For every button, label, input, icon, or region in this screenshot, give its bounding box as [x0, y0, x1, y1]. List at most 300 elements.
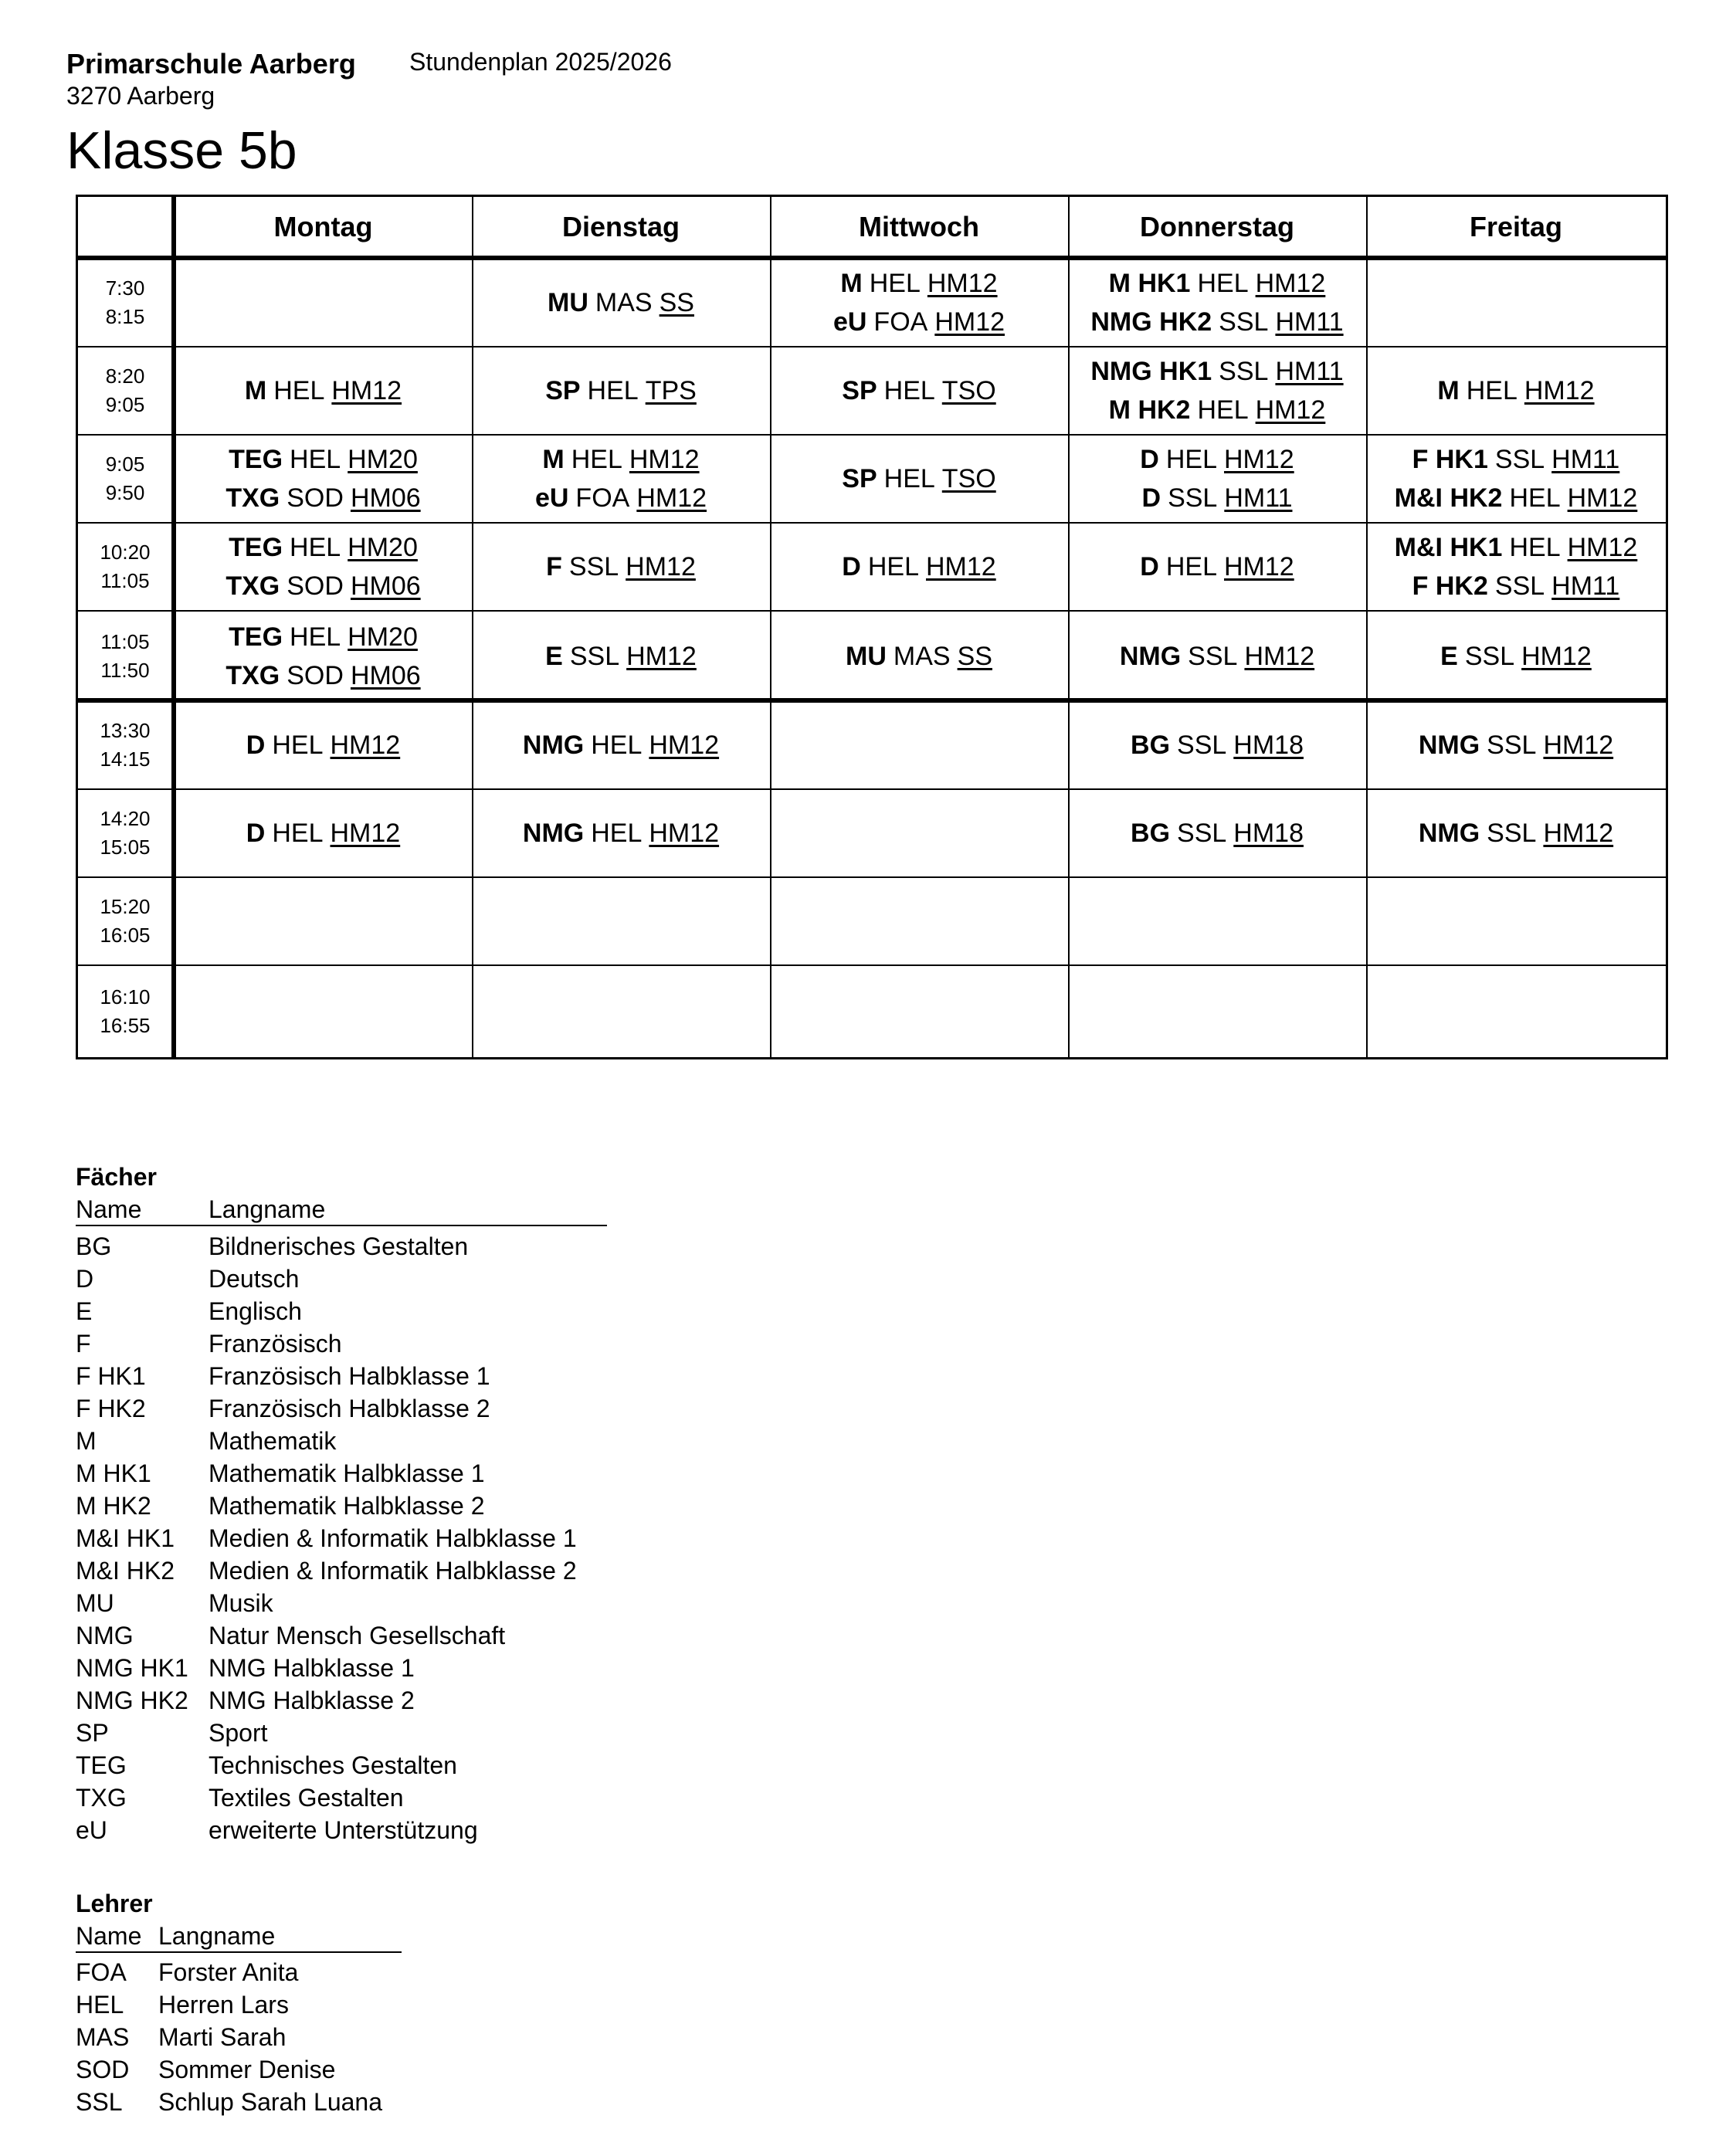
lesson-room: SS	[659, 288, 694, 317]
subjects-legend-col-longname: Langname	[209, 1195, 326, 1223]
legend-row	[76, 2088, 693, 2120]
lesson-cell	[1068, 259, 1366, 347]
lesson-room: HM11	[1224, 483, 1293, 513]
legend-longname: Medien & Informatik Halbklasse 2	[209, 1557, 577, 1585]
lesson-entry	[246, 814, 400, 853]
lesson-cell	[1068, 611, 1366, 701]
lesson-subject: D	[1140, 445, 1159, 474]
lesson-cell	[1068, 965, 1366, 1057]
lesson-room: HM12	[1521, 641, 1592, 671]
lesson-subject: M	[542, 445, 565, 474]
lesson-cell	[770, 965, 1068, 1057]
lesson-teacher: HEL	[867, 552, 919, 581]
time-end: 11:50	[100, 658, 150, 682]
grid-hline	[78, 522, 1666, 524]
legend-longname: Schlup Sarah Luana	[158, 2088, 382, 2116]
legend-name: SOD	[76, 2056, 130, 2083]
lesson-room: HM12	[649, 819, 720, 848]
lesson-teacher: HEL	[883, 464, 935, 493]
lesson-cell	[770, 347, 1068, 435]
grid-vline	[1366, 197, 1368, 1057]
legend-longname: Englisch	[209, 1297, 302, 1325]
lesson-teacher: HEL	[883, 376, 935, 405]
legend-name: NMG	[76, 1622, 134, 1649]
lesson-subject: eU	[832, 307, 867, 337]
lesson-cell	[1366, 877, 1666, 965]
time-end: 14:15	[100, 747, 151, 771]
time-slot	[78, 611, 172, 701]
lesson-room: TPS	[645, 376, 697, 405]
lesson-subject: NMG	[1418, 731, 1480, 760]
time-slot	[78, 347, 172, 435]
lesson-entry	[1412, 567, 1620, 605]
legend-longname: Textiles Gestalten	[209, 1784, 404, 1812]
lesson-room: HM12	[1567, 483, 1638, 513]
lesson-room: HM12	[1224, 445, 1294, 474]
legend-row	[76, 1719, 693, 1751]
legend-name: M&I HK2	[76, 1557, 175, 1585]
lesson-entry	[546, 547, 696, 586]
lesson-entry	[229, 528, 418, 567]
lesson-room: TSO	[941, 376, 996, 405]
time-start: 7:30	[105, 276, 145, 300]
lesson-teacher: HEL	[587, 376, 639, 405]
legend-longname: Bildnerisches Gestalten	[209, 1232, 469, 1260]
legend-name: BG	[76, 1232, 112, 1260]
legend-name: SP	[76, 1719, 109, 1747]
lesson-teacher: FOA	[575, 483, 630, 513]
lesson-subject: NMG HK1	[1090, 357, 1212, 386]
lesson-room: HM12	[1524, 376, 1595, 405]
lesson-room: HM12	[1543, 731, 1614, 760]
lesson-subject: D	[246, 731, 266, 760]
lesson-entry	[1109, 391, 1326, 429]
lesson-teacher: HEL	[1165, 552, 1217, 581]
time-end: 9:50	[105, 481, 145, 504]
lesson-cell	[472, 965, 770, 1057]
legend-longname: Forster Anita	[158, 1958, 299, 1986]
grid-hline	[78, 788, 1666, 790]
lesson-teacher: HEL	[591, 819, 643, 848]
lesson-entry	[245, 371, 402, 410]
lesson-room: TSO	[941, 464, 996, 493]
lesson-room: HM20	[348, 445, 418, 474]
lesson-entry	[842, 371, 995, 410]
legend-longname: Deutsch	[209, 1265, 300, 1293]
lesson-room: HM20	[348, 622, 418, 652]
legend-row	[76, 1362, 693, 1395]
legend-row	[76, 1427, 693, 1459]
legend-longname: Mathematik	[209, 1427, 337, 1455]
time-start: 13:30	[100, 719, 151, 742]
lesson-subject: TXG	[225, 660, 280, 690]
legend-name: eU	[76, 1816, 107, 1844]
lesson-room: HM20	[348, 533, 418, 562]
teachers-legend-title: Lehrer	[76, 1890, 153, 1917]
legend-name: SSL	[76, 2088, 123, 2116]
lesson-cell	[1366, 701, 1666, 789]
day-header: Montag	[273, 211, 373, 242]
legend-row	[76, 1232, 693, 1265]
lesson-subject: MU	[548, 288, 588, 317]
lesson-subject: TXG	[225, 571, 280, 601]
lesson-entry	[523, 726, 719, 764]
lesson-room: HM12	[331, 376, 402, 405]
lesson-teacher: SSL	[568, 552, 619, 581]
legend-row	[76, 1958, 693, 1991]
lesson-cell	[1366, 611, 1666, 701]
legend-row	[76, 2023, 693, 2056]
lesson-cell	[472, 611, 770, 701]
lesson-teacher: HEL	[272, 819, 324, 848]
lesson-cell	[770, 877, 1068, 965]
lesson-subject: F HK1	[1412, 445, 1488, 474]
legend-row	[76, 1784, 693, 1816]
lesson-entry	[1109, 264, 1326, 303]
lesson-teacher: SOD	[287, 483, 344, 513]
grid-vline	[770, 197, 771, 1057]
teachers-legend-col-longname: Langname	[158, 1922, 276, 1950]
lesson-cell	[1366, 965, 1666, 1057]
lesson-subject: eU	[534, 483, 569, 513]
lesson-entry	[1419, 726, 1613, 764]
time-start: 16:10	[100, 985, 151, 1009]
lesson-cell	[472, 259, 770, 347]
legend-longname: Herren Lars	[158, 1991, 289, 2019]
lesson-teacher: SSL	[1494, 571, 1545, 601]
legend-longname: erweiterte Unterstützung	[209, 1816, 478, 1844]
legend-row	[76, 1751, 693, 1784]
legend-longname: Sport	[209, 1719, 268, 1747]
lesson-cell	[1068, 523, 1366, 611]
school-address: 3270 Aarberg	[66, 82, 215, 110]
lesson-teacher: SSL	[1177, 731, 1227, 760]
lesson-cell	[1366, 347, 1666, 435]
lesson-entry	[535, 479, 707, 517]
lesson-entry	[246, 726, 400, 764]
time-start: 15:20	[100, 895, 151, 918]
legend-name: TXG	[76, 1784, 127, 1812]
lesson-entry	[545, 371, 697, 410]
lesson-teacher: SSL	[1219, 307, 1269, 337]
time-end: 9:05	[105, 393, 145, 416]
lesson-subject: BG	[1131, 731, 1171, 760]
legend-longname: Französisch Halbklasse 2	[209, 1395, 490, 1422]
legend-row	[76, 1816, 693, 1849]
lesson-subject: NMG	[522, 731, 585, 760]
time-slot	[78, 877, 172, 965]
lesson-cell	[1366, 523, 1666, 611]
lesson-cell	[472, 347, 770, 435]
lesson-entry	[548, 283, 694, 322]
lesson-teacher: SOD	[287, 660, 344, 690]
lesson-entry	[1131, 726, 1304, 764]
lesson-teacher: MAS	[893, 641, 951, 671]
legend-row	[76, 1492, 693, 1524]
lesson-teacher: SSL	[1168, 483, 1218, 513]
day-header: Freitag	[1469, 211, 1563, 242]
lesson-subject: TEG	[229, 533, 283, 562]
legend-name: NMG HK2	[76, 1686, 188, 1714]
grid-hline	[78, 346, 1666, 347]
lesson-entry	[842, 547, 995, 586]
lesson-subject: BG	[1131, 819, 1171, 848]
lesson-entry	[1142, 479, 1293, 517]
time-slot	[78, 789, 172, 877]
lesson-room: HM12	[1255, 395, 1326, 425]
lesson-subject: F	[546, 552, 562, 581]
lesson-subject: D	[246, 819, 266, 848]
day-header: Mittwoch	[859, 211, 979, 242]
legend-name: E	[76, 1297, 93, 1325]
subjects-legend-col-name: Name	[76, 1195, 142, 1223]
lesson-cell	[175, 259, 472, 347]
lesson-subject: TEG	[229, 622, 283, 652]
legend-name: F HK1	[76, 1362, 146, 1390]
lesson-subject: M	[840, 269, 863, 298]
lesson-teacher: HEL	[273, 376, 325, 405]
lesson-entry	[225, 656, 420, 695]
lesson-subject: D	[842, 552, 861, 581]
lesson-entry	[225, 479, 420, 517]
lesson-teacher: HEL	[272, 731, 324, 760]
lesson-room: HM12	[1567, 533, 1638, 562]
lesson-cell	[1068, 347, 1366, 435]
lesson-subject: NMG	[1119, 641, 1182, 671]
day-header: Dienstag	[561, 211, 680, 242]
lesson-teacher: HEL	[1509, 483, 1561, 513]
lesson-room: HM18	[1233, 731, 1304, 760]
legend-longname: Musik	[209, 1589, 273, 1617]
lesson-entry	[1440, 637, 1592, 676]
legend-longname: Französisch Halbklasse 1	[209, 1362, 490, 1390]
lesson-room: HM11	[1551, 571, 1620, 601]
lesson-subject: D	[1140, 552, 1159, 581]
lesson-cell	[1068, 877, 1366, 965]
lesson-room: HM06	[350, 483, 421, 513]
lesson-entry	[833, 303, 1005, 341]
lesson-room: HM12	[649, 731, 720, 760]
legend-name: TEG	[76, 1751, 127, 1779]
lesson-subject: NMG	[522, 819, 585, 848]
school-name: Primarschule Aarberg	[66, 48, 356, 80]
lesson-room: HM12	[1543, 819, 1614, 848]
legend-longname: Marti Sarah	[158, 2023, 287, 2051]
lesson-teacher: HEL	[591, 731, 643, 760]
legend-row	[76, 1265, 693, 1297]
lesson-teacher: SSL	[1487, 819, 1537, 848]
plan-title: Stundenplan 2025/2026	[409, 48, 672, 76]
lesson-cell	[770, 789, 1068, 877]
legend-name: MAS	[76, 2023, 130, 2051]
time-start: 9:05	[105, 453, 145, 476]
lesson-room: HM12	[1224, 552, 1294, 581]
time-slot	[78, 435, 172, 523]
lesson-entry	[542, 440, 699, 479]
lesson-teacher: HEL	[290, 445, 341, 474]
legend-row	[76, 1991, 693, 2023]
lesson-entry	[225, 567, 420, 605]
lesson-entry	[545, 637, 697, 676]
lesson-room: HM11	[1275, 307, 1344, 337]
lesson-entry	[523, 814, 719, 853]
lesson-subject: E	[545, 641, 563, 671]
lesson-subject: MU	[846, 641, 887, 671]
grid-vline	[171, 197, 176, 1057]
teachers-legend-header	[76, 1922, 402, 1953]
legend-row	[76, 1330, 693, 1362]
lesson-room: HM12	[926, 552, 996, 581]
lesson-subject: NMG HK2	[1090, 307, 1212, 337]
legend-row	[76, 2056, 693, 2088]
lesson-cell	[770, 701, 1068, 789]
lesson-room: HM11	[1275, 357, 1344, 386]
lesson-teacher: HEL	[1509, 533, 1561, 562]
lesson-room: HM12	[330, 819, 401, 848]
lesson-entry	[1395, 528, 1638, 567]
time-end: 8:15	[105, 305, 145, 328]
lesson-subject: M	[244, 376, 267, 405]
legend-name: MU	[76, 1589, 114, 1617]
time-slot	[78, 523, 172, 611]
day-header: Donnerstag	[1139, 211, 1295, 242]
time-slot	[78, 965, 172, 1057]
grid-vline	[1068, 197, 1070, 1057]
legend-row	[76, 1524, 693, 1557]
legend-longname: NMG Halbklasse 2	[209, 1686, 415, 1714]
legend-longname: Französisch	[209, 1330, 342, 1358]
grid-hline	[78, 698, 1666, 703]
lesson-room: SS	[957, 641, 992, 671]
lesson-entry	[229, 618, 418, 656]
lesson-entry	[840, 264, 997, 303]
lesson-teacher: HEL	[869, 269, 921, 298]
lesson-cell	[770, 435, 1068, 523]
lesson-subject: TEG	[229, 445, 283, 474]
lesson-cell	[770, 259, 1068, 347]
grid-hline	[78, 876, 1666, 878]
time-slot	[78, 259, 172, 347]
lesson-teacher: SOD	[287, 571, 344, 601]
lesson-entry	[1131, 814, 1304, 853]
lesson-teacher: SSL	[1177, 819, 1227, 848]
lesson-cell	[1366, 435, 1666, 523]
legend-longname: Mathematik Halbklasse 2	[209, 1492, 485, 1520]
lesson-cell	[1068, 435, 1366, 523]
time-start: 8:20	[105, 364, 145, 388]
lesson-cell	[1068, 789, 1366, 877]
lesson-subject: D	[1141, 483, 1161, 513]
time-start: 10:20	[100, 541, 151, 564]
legend-row	[76, 1459, 693, 1492]
legend-name: M	[76, 1427, 97, 1455]
lesson-room: HM12	[1244, 641, 1315, 671]
lesson-cell	[472, 789, 770, 877]
time-start: 11:05	[100, 629, 150, 653]
lesson-room: HM12	[934, 307, 1005, 337]
lesson-subject: SP	[545, 376, 581, 405]
lesson-cell	[1068, 701, 1366, 789]
lesson-cell	[472, 523, 770, 611]
teachers-legend-col-name: Name	[76, 1922, 142, 1950]
legend-longname: Sommer Denise	[158, 2056, 336, 2083]
lesson-subject: F HK2	[1412, 571, 1488, 601]
lesson-subject: M HK1	[1108, 269, 1191, 298]
time-end: 11:05	[100, 569, 150, 592]
lesson-cell	[472, 877, 770, 965]
lesson-teacher: SSL	[1188, 641, 1238, 671]
grid-hline	[78, 256, 1666, 260]
lesson-teacher: FOA	[873, 307, 928, 337]
grid-vline	[472, 197, 473, 1057]
lesson-teacher: HEL	[1197, 269, 1249, 298]
legend-row	[76, 1686, 693, 1719]
lesson-teacher: SSL	[1464, 641, 1515, 671]
lesson-entry	[1419, 814, 1613, 853]
lesson-teacher: SSL	[1487, 731, 1537, 760]
lesson-entry	[1140, 440, 1294, 479]
lesson-entry	[846, 637, 992, 676]
timetable	[76, 195, 1668, 1059]
lesson-cell	[175, 435, 472, 523]
lesson-room: HM12	[1255, 269, 1326, 298]
time-end: 16:55	[100, 1013, 151, 1037]
legend-longname: Natur Mensch Gesellschaft	[209, 1622, 506, 1649]
lesson-subject: M&I HK2	[1394, 483, 1503, 513]
lesson-subject: TXG	[225, 483, 280, 513]
lesson-teacher: MAS	[595, 288, 653, 317]
lesson-cell	[1366, 259, 1666, 347]
grid-hline	[78, 610, 1666, 612]
legend-longname: Technisches Gestalten	[209, 1751, 457, 1779]
lesson-subject: SP	[842, 376, 877, 405]
lesson-entry	[1120, 637, 1314, 676]
lesson-teacher: HEL	[1197, 395, 1249, 425]
lesson-teacher: SSL	[569, 641, 620, 671]
lesson-teacher: SSL	[1494, 445, 1545, 474]
legend-longname: NMG Halbklasse 1	[209, 1654, 415, 1682]
lesson-cell	[175, 611, 472, 701]
legend-name: M HK2	[76, 1492, 151, 1520]
legend-name: HEL	[76, 1991, 124, 2019]
lesson-cell	[175, 523, 472, 611]
legend-longname: Mathematik Halbklasse 1	[209, 1459, 485, 1487]
legend-name: NMG HK1	[76, 1654, 188, 1682]
legend-name: D	[76, 1265, 94, 1293]
lesson-teacher: HEL	[571, 445, 622, 474]
lesson-teacher: HEL	[290, 622, 341, 652]
time-start: 14:20	[100, 807, 151, 830]
lesson-teacher: HEL	[1466, 376, 1517, 405]
legend-row	[76, 1297, 693, 1330]
lesson-entry	[1140, 547, 1294, 586]
legend-name: FOA	[76, 1958, 127, 1986]
lesson-entry	[1090, 352, 1343, 391]
grid-hline	[78, 964, 1666, 966]
lesson-cell	[175, 789, 472, 877]
lesson-cell	[175, 701, 472, 789]
lesson-cell	[175, 877, 472, 965]
lesson-room: HM12	[330, 731, 401, 760]
legend-name: M&I HK1	[76, 1524, 175, 1552]
lesson-room: HM12	[626, 552, 696, 581]
lesson-room: HM11	[1551, 445, 1620, 474]
legend-row	[76, 1557, 693, 1589]
lesson-teacher: HEL	[290, 533, 341, 562]
lesson-room: HM18	[1233, 819, 1304, 848]
lesson-subject: M HK2	[1108, 395, 1191, 425]
grid-hline	[78, 434, 1666, 436]
